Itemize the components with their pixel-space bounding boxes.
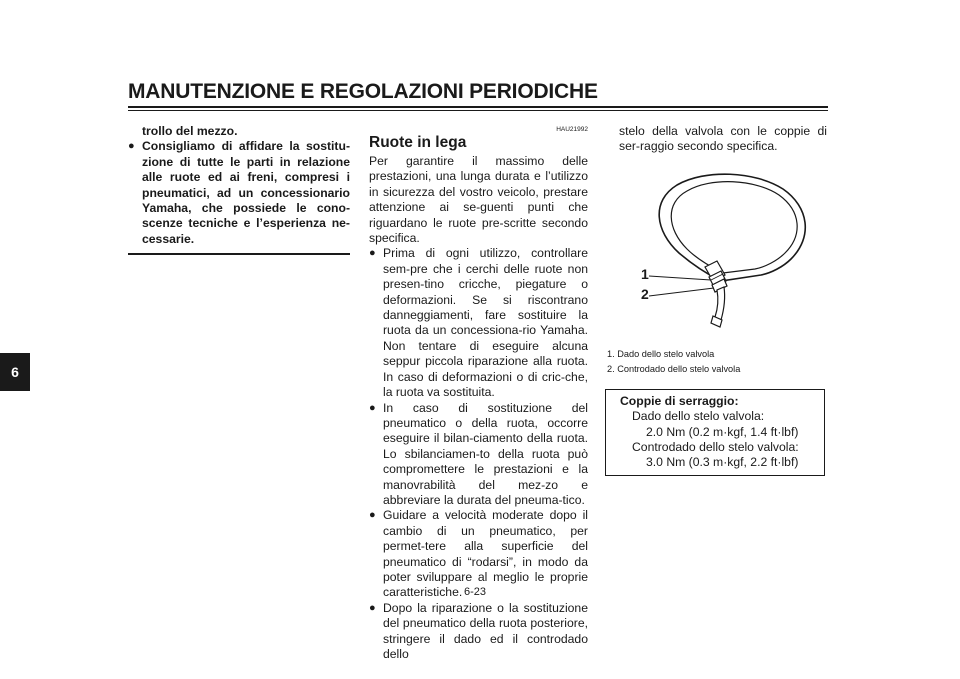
warning-end-rule bbox=[128, 253, 350, 255]
left-column bbox=[128, 124, 350, 255]
chapter-tab: 6 bbox=[0, 353, 30, 391]
spec-item-label: Dado dello stelo valvola: bbox=[632, 409, 765, 424]
callout-1: 1 bbox=[641, 265, 649, 282]
list-item bbox=[369, 246, 588, 400]
list-item bbox=[369, 401, 588, 509]
caption-1: 1. Dado dello stelo valvola bbox=[607, 348, 715, 359]
intro-paragraph: Per garantire il massimo delle prestazioni, una lunga durata e l’utilizzo in sicurezza del vostro veicolo, prestare attenzione ai se-guenti punti che riguardano le ruote pre-scritte secondo specifica. bbox=[369, 154, 588, 246]
wheel-valve-illustration bbox=[605, 163, 827, 343]
right-column bbox=[605, 124, 827, 476]
section-code: HAU21992 bbox=[556, 126, 588, 133]
valve-stem-figure bbox=[605, 163, 827, 343]
continuation-text: trollo del mezzo. bbox=[142, 124, 238, 138]
header-rule bbox=[128, 106, 828, 108]
bullet-icon: ● bbox=[369, 247, 376, 260]
list-item-text: Prima di ogni utilizzo, controllare sem-pre che i cerchi delle ruote non presen-tino cricche, piegature o deformazioni. Se si riscontrano danneggiamenti, fare sostituire la ruota da un concessiona-rio Yamaha. Non tentare di eseguire alcuna seppur piccola riparazione alla ruota. In caso di deformazioni o di cric-che, la ruota va sostituita. bbox=[383, 246, 588, 400]
bullet-icon: ● bbox=[369, 509, 376, 522]
list-item-text: Dopo la riparazione o la sostituzione del pneumatico della ruota posteriore, stringere il dado ed il controdado dello bbox=[383, 600, 588, 661]
figure-captions bbox=[605, 347, 827, 377]
spec-item-value: 2.0 Nm (0.2 m·kgf, 1.4 ft·lbf) bbox=[646, 424, 799, 439]
section-title: Ruote in lega bbox=[369, 134, 467, 151]
header-rule-thin bbox=[128, 110, 828, 111]
list-item bbox=[369, 601, 588, 663]
warning-bullet bbox=[128, 139, 350, 247]
page-number: 6-23 bbox=[464, 586, 487, 598]
middle-column bbox=[369, 124, 588, 662]
caption-2: 2. Controdado dello stelo valvola bbox=[607, 363, 741, 374]
torque-spec-box bbox=[605, 389, 825, 476]
spec-item-label: Controdado dello stelo valvola: bbox=[632, 440, 799, 455]
page-title: MANUTENZIONE E REGOLAZIONI PERIODICHE bbox=[128, 80, 598, 103]
list-item-text: In caso di sostituzione del pneumatico o della ruota, occorre eseguire il bilan-ciamento della ruota. Lo sbilanciamen-to della ruota può compromettere le prestazioni e la manovrabilità del mez-zo e abbreviare la durata del pneuma-tico. bbox=[383, 400, 588, 507]
callout-2: 2 bbox=[641, 285, 649, 302]
list-item-text: Guidare a velocità moderate dopo il cambio di un pneumatico, per permet-tere alla superficie del pneumatico di “rodarsi”, in modo da poter sviluppare al meglio le proprie caratteristiche. bbox=[383, 508, 588, 600]
spec-title: Coppie di serraggio: bbox=[620, 393, 739, 408]
continuation-text: stelo della valvola con le coppie di ser-raggio secondo specifica. bbox=[619, 124, 827, 154]
bullet-icon: ● bbox=[369, 401, 376, 414]
bullet-icon: ● bbox=[128, 140, 135, 153]
spec-item-value: 3.0 Nm (0.3 m·kgf, 2.2 ft·lbf) bbox=[646, 455, 799, 470]
bullet-icon: ● bbox=[369, 601, 376, 614]
warning-bullet-text: Consigliamo di affidare la sostitu-zione di tutte le parti in relazione alle ruote ed ai freni, compresi i pneumatici, ad un concessionario Yamaha, che possiede le cono-scenze tecniche e l’esperienza ne-cessarie. bbox=[142, 139, 350, 246]
